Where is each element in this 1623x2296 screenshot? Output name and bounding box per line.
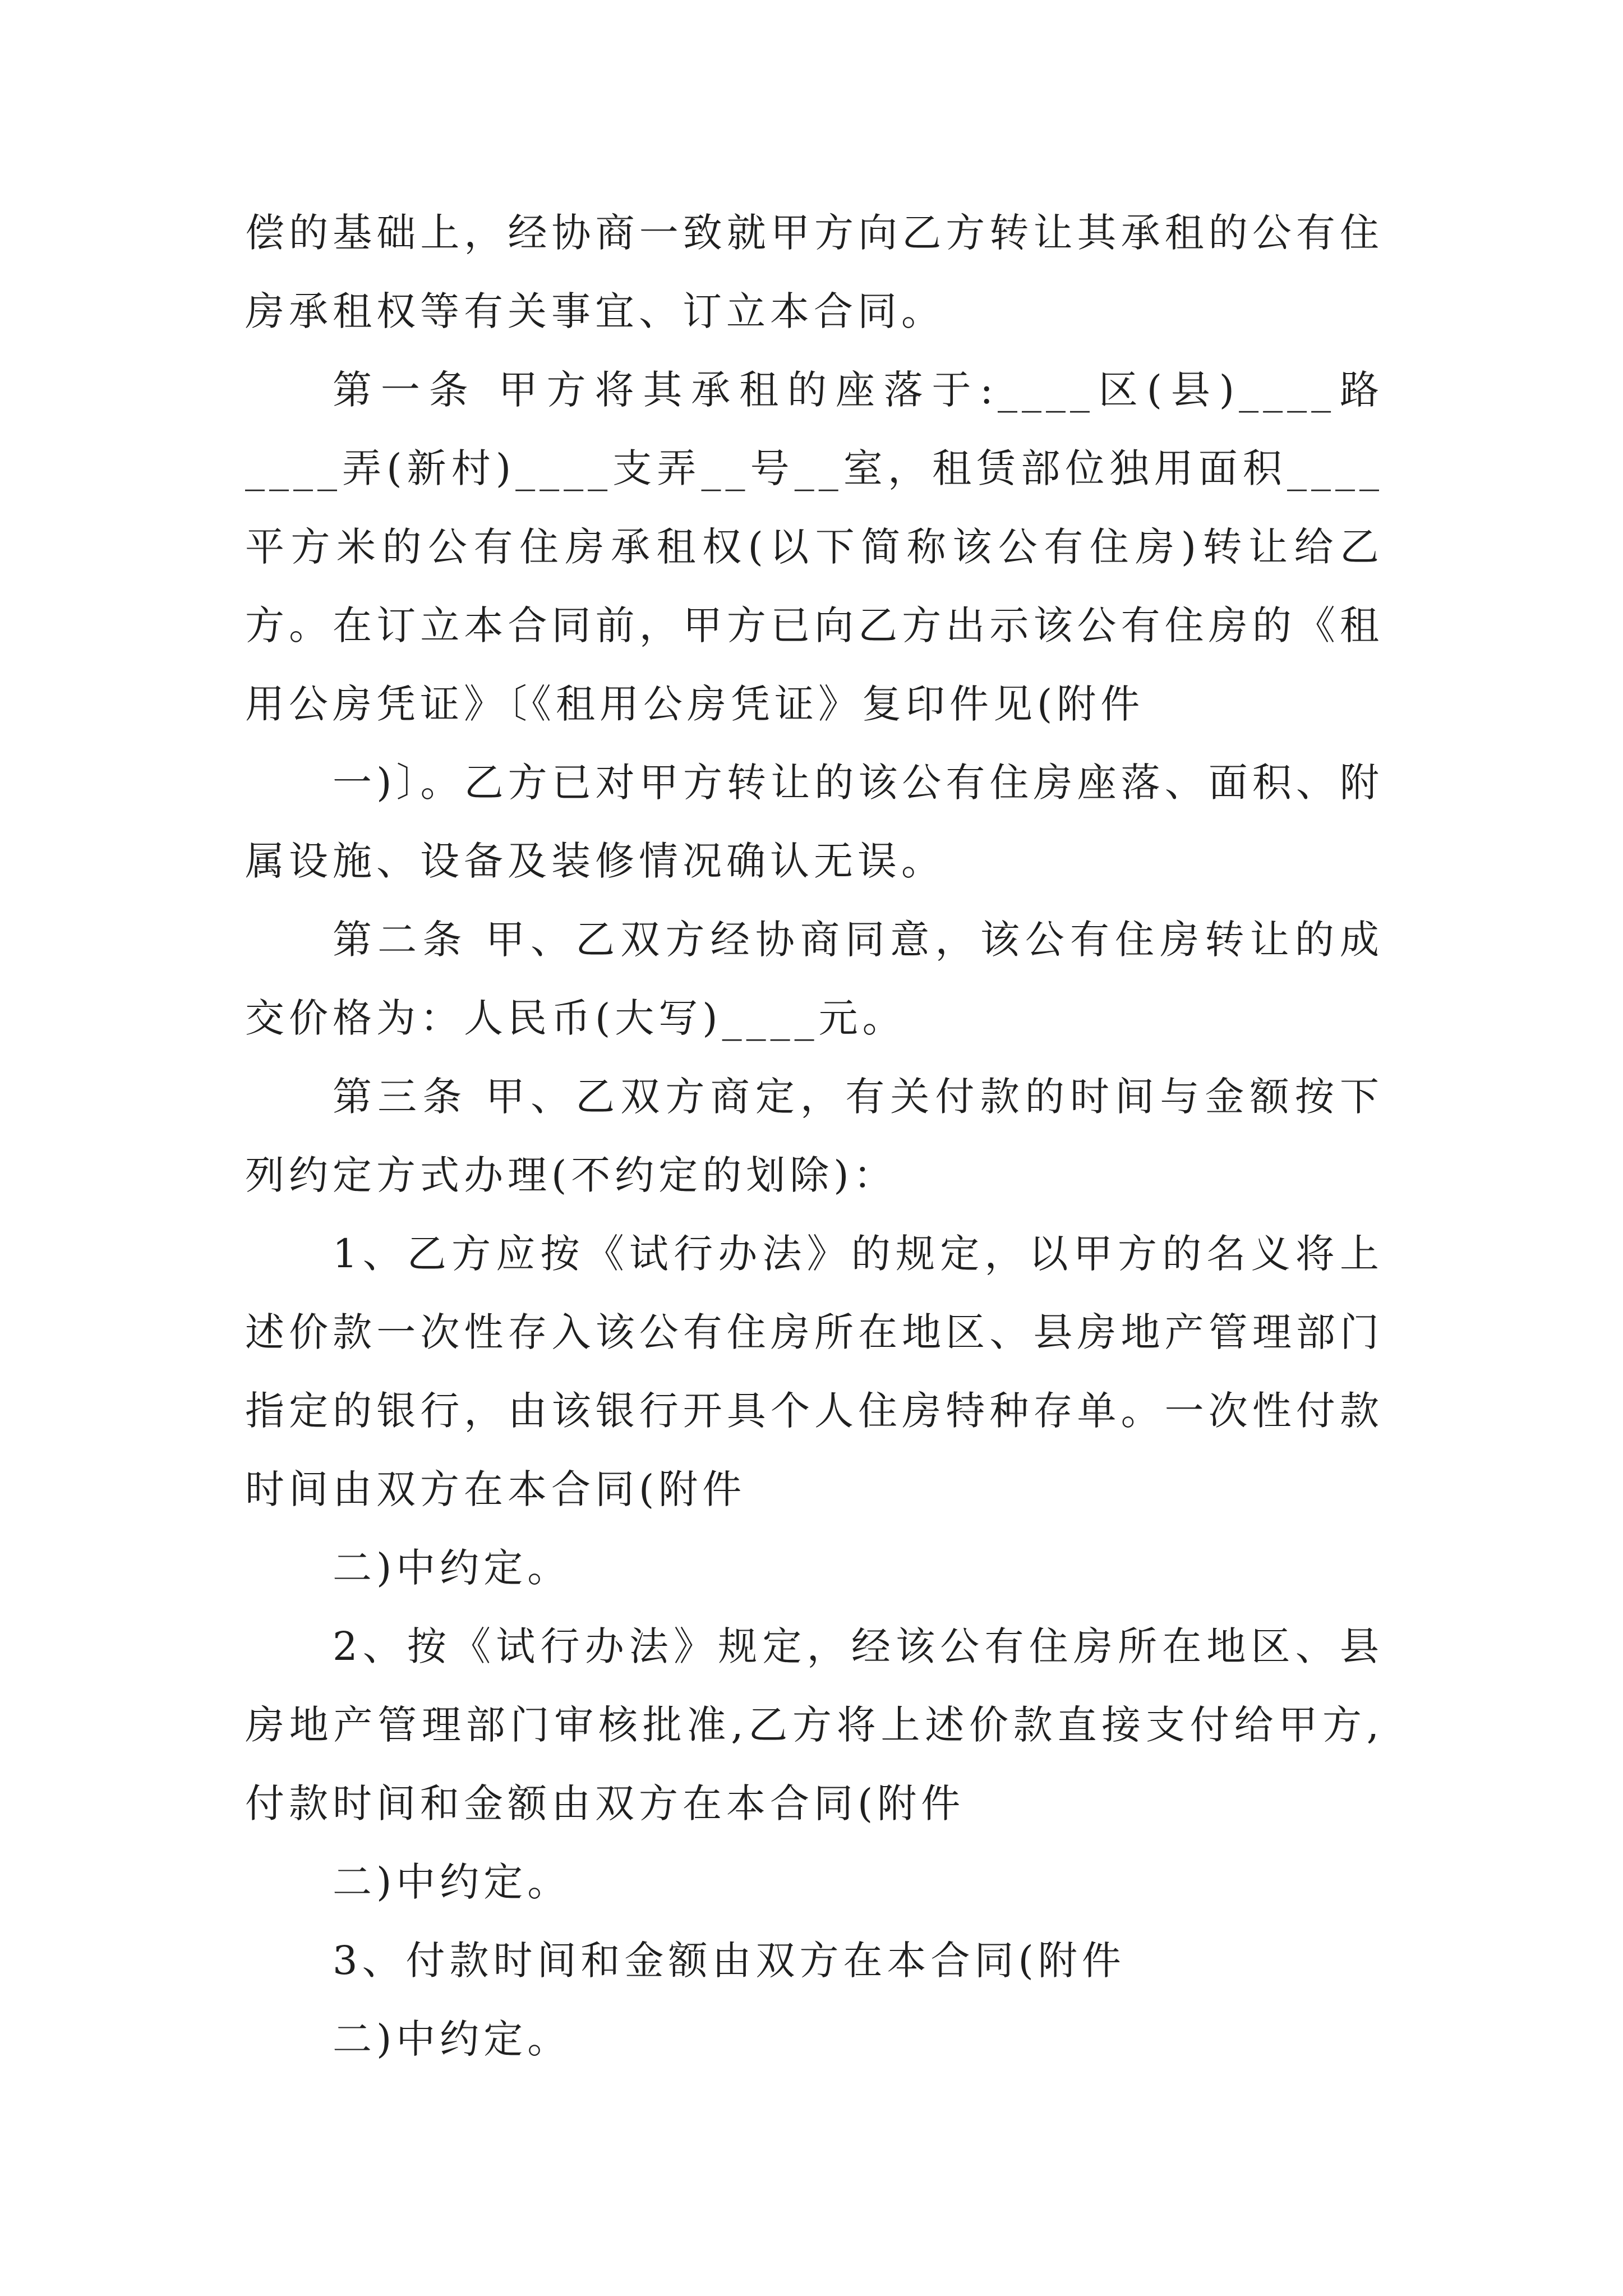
paragraph-article-3: 第三条 甲、乙双方商定，有关付款的时间与金额按下列约定方式办理(不约定的划除)： bbox=[245, 1074, 1384, 1198]
document-body bbox=[245, 194, 1384, 2078]
paragraph-article-1-continued: 一)〕。乙方已对甲方转让的该公有住房座落、面积、附属设施、设备及装修情况确认无误。 bbox=[245, 760, 1384, 884]
paragraph-payment-option-3: 3、付款时间和金额由双方在本合同(附件 bbox=[333, 1938, 1126, 1984]
paragraph-article-1: 第一条 甲方将其承租的座落于:____区(县)____路____弄(新村)____支弄__号__室，租赁部位独用面积____平方米的公有住房承租权(以下简称该公有住房)转让给乙方。在订立本合同前，甲方已向乙方出示该公有住房的《租用公房凭证》〔《租用公房凭证》复印件见(附件 bbox=[245, 367, 1384, 727]
paragraph-payment-option-3-end: 二)中约定。 bbox=[333, 2016, 571, 2062]
paragraph-payment-option-2-end: 二)中约定。 bbox=[333, 1859, 571, 1905]
paragraph-payment-option-2: 2、按《试行办法》规定，经该公有住房所在地区、县房地产管理部门审核批准,乙方将上述价款直接支付给甲方,付款时间和金额由双方在本合同(附件 bbox=[245, 1623, 1384, 1826]
paragraph-intro-continuation: 偿的基础上，经协商一致就甲方向乙方转让其承租的公有住房承租权等有关事宜、订立本合同。 bbox=[245, 210, 1384, 334]
paragraph-payment-option-1: 1、乙方应按《试行办法》的规定，以甲方的名义将上述价款一次性存入该公有住房所在地区、县房地产管理部门指定的银行，由该银行开具个人住房特种存单。一次性付款时间由双方在本合同(附件 bbox=[245, 1231, 1384, 1512]
paragraph-article-2: 第二条 甲、乙双方经协商同意，该公有住房转让的成交价格为：人民币(大写)____元。 bbox=[245, 917, 1384, 1041]
paragraph-payment-option-1-end: 二)中约定。 bbox=[333, 1545, 571, 1591]
